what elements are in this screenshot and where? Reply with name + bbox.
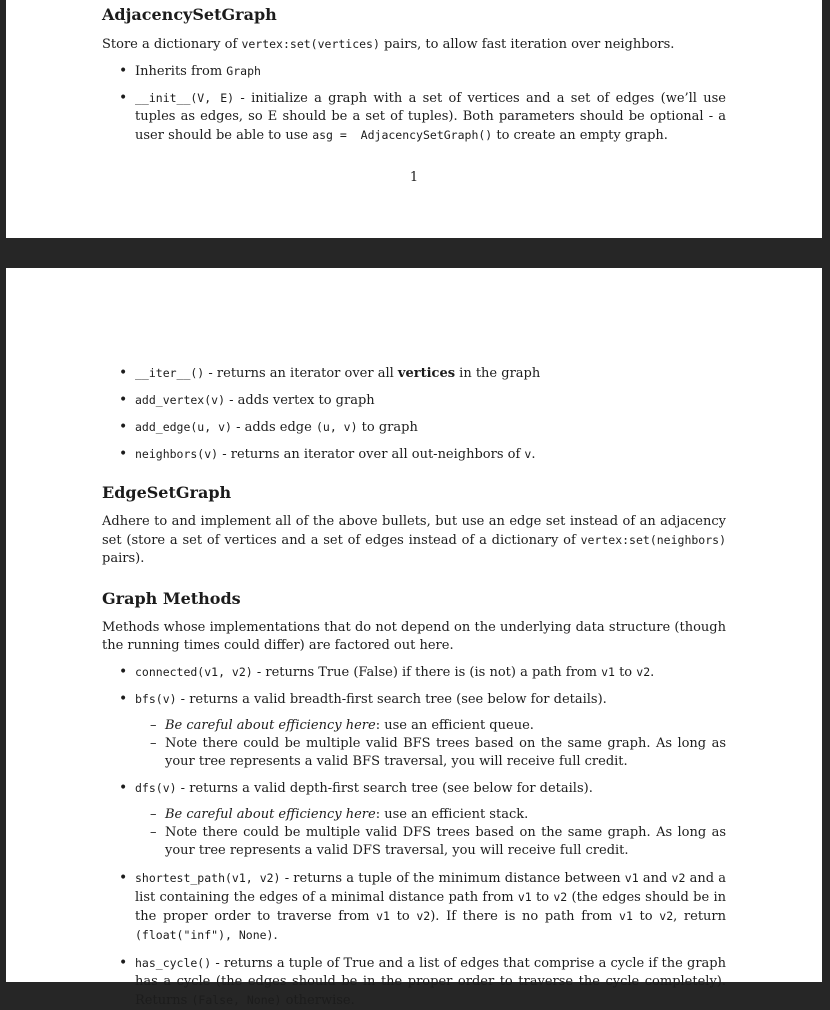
document-page-2 <box>6 268 822 1008</box>
list-item: • connected(v1, v2) - returns True (False) if there is (is not) a path from v1 to v2. <box>102 663 726 682</box>
list-item: • neighbors(v) - returns an iterator over all out-neighbors of v. <box>102 445 726 464</box>
graph-methods-intro: Methods whose implementations that do not depend on the underlying data structure (though the running times could differ) are factored out here. <box>102 620 726 653</box>
list-item: – Note there could be multiple valid DFS trees based on the same graph. As long as your tree represents a valid DFS traversal, you will receive full credit. <box>102 824 726 860</box>
adjacency-bullets <box>102 62 726 145</box>
edgeset-intro: Adhere to and implement all of the above bullets, but use an edge set instead of an adjacency set (store a set of vertices and a set of edges instead of a dictionary of vertex:set(neighbors) pairs). <box>102 514 726 566</box>
list-item: • Inherits from Graph <box>102 62 726 81</box>
bfs-sublist <box>102 717 726 771</box>
list-item: • add_edge(u, v) - adds edge (u, v) to graph <box>102 418 726 437</box>
list-item: – Note there could be multiple valid BFS trees based on the same graph. As long as your tree represents a valid BFS traversal, you will receive full credit. <box>102 735 726 771</box>
list-item: • __iter__() - returns an iterator over all vertices in the graph <box>102 364 726 383</box>
list-item: – Be careful about efficiency here: use an efficient stack. <box>102 806 726 824</box>
page-number: 1 <box>409 170 419 185</box>
adjacency-intro: Store a dictionary of vertex:set(vertices) pairs, to allow fast iteration over neighbors. <box>102 37 675 52</box>
list-item: – Be careful about efficiency here: use an efficient queue. <box>102 717 726 735</box>
adjacency-method-bullets <box>102 364 726 464</box>
section-heading-graph-methods: Graph Methods <box>102 589 241 608</box>
list-item: • bfs(v) - returns a valid breadth-first search tree (see below for details). – Be careful about efficiency here: use an efficient queue. – Note there could be multiple valid BFS trees based on the same graph. As long as your tree represents a valid BFS traversal, you will receive full credit. <box>102 690 726 771</box>
list-item: • __init__(V, E) - initialize a graph with a set of vertices and a set of edges (we’ll use tuples as edges, so E should be a set of tuples). Both parameters should be optional - a user should be able to use asg = AdjacencySetGraph() to create an empty graph. <box>102 89 726 145</box>
list-item: • has_cycle() - returns a tuple of True and a list of edges that comprise a cycle if the graph has a cycle (the edges should be in the proper order to traverse the cycle completely). Returns (False, None) otherwise. <box>102 954 726 1010</box>
section-heading-adjacencysetgraph: AdjacencySetGraph <box>102 5 277 24</box>
graph-methods-bullets <box>102 663 726 1010</box>
document-page-1 <box>6 0 822 238</box>
list-item: • shortest_path(v1, v2) - returns a tuple of the minimum distance between v1 and v2 and a list containing the edges of a minimal distance path from v1 to v2 (the edges should be in the proper order to traverse from v1 to v2). If there is no path from v1 to v2, return (float("inf"), None). <box>102 869 726 945</box>
section-heading-edgesetgraph: EdgeSetGraph <box>102 483 232 502</box>
dfs-sublist <box>102 806 726 860</box>
list-item: • add_vertex(v) - adds vertex to graph <box>102 391 726 410</box>
list-item: • dfs(v) - returns a valid depth-first search tree (see below for details). – Be careful about efficiency here: use an efficient stack. – Note there could be multiple valid DFS trees based on the same graph. As long as your tree represents a valid DFS traversal, you will receive full credit. <box>102 779 726 860</box>
